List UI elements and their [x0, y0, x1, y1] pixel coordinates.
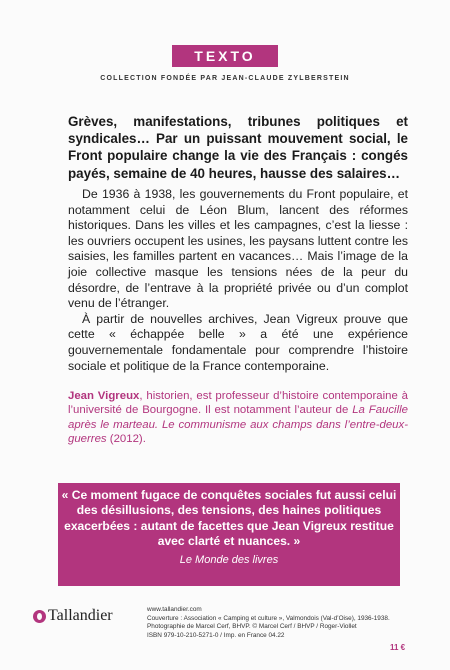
publisher-website: www.tallandier.com [147, 606, 202, 613]
press-quote-box [58, 483, 400, 586]
body-paragraph: De 1936 à 1938, les gouvernements du Front populaire, et notamment celui de Léon Blum, lancent des réformes historiques. Dans les villes et les campagnes, c’est la liesse : les ouvriers occupent les usines, les paysans luttent contre les saisies, les familles partent en vacances… Mais l’image de la joie collective masque les tensions nées de la peur du désordre, de l’entrave à la propriété privée ou d’un complot venu de l’étranger. [68, 187, 408, 311]
photo-credit: Photographie de Marcel Cerf, BHVP. © Marcel Cerf / BHVP / Roger-Viollet [147, 623, 357, 631]
collection-note: COLLECTION FONDÉE PAR JEAN-CLAUDE ZYLBERSTEIN [100, 75, 350, 82]
author-name: Jean Vigreux [68, 390, 140, 402]
author-bio-text-end: (2012). [106, 433, 146, 446]
credits-block [147, 606, 412, 640]
price: 11 € [390, 643, 406, 652]
isbn-line: ISBN 979-10-210-5271-0 / Imp. en France 04.22 [147, 631, 285, 639]
body-text [68, 187, 408, 374]
press-quote-source: Le Monde des livres [179, 553, 279, 566]
publisher-name: Tallandier [48, 607, 113, 624]
series-badge: TEXTO [172, 45, 278, 67]
publisher-logo [33, 607, 113, 625]
press-quote-text: « Ce moment fugace de conquêtes sociales fut aussi celui des désillusions, des tensions, des haines politiques exacerbées : autant de facettes que Jean Vigreux restitue avec clarté et nuances. » [61, 488, 397, 549]
publisher-mark-icon [33, 610, 46, 623]
lead-paragraph: Grèves, manifestations, tribunes politiques et syndicales… Par un puissant mouvement social, le Front populaire change la vie des Français : congés payés, semaine de 40 heures, hausse des salaires… [68, 114, 408, 181]
author-bio-text: , historien, est professeur d’histoire contemporaine à l’université de Bourgogne. Il est notamment l’auteur de [68, 390, 409, 417]
author-work-title: La Faucille après le marteau. Le communisme aux champs dans l’entre-deux-guerres [68, 404, 408, 446]
cover-credit: Couverture : Association « Camping et culture », Valmondois (Val-d’Oise), 1936-1938. [147, 614, 390, 622]
body-paragraph: À partir de nouvelles archives, Jean Vigreux prouve que cette « échappée belle » a été une expérience gouvernementale fondamentale pour comprendre l’histoire sociale et politique de la France contemporaine. [68, 311, 408, 373]
author-bio [68, 389, 408, 447]
